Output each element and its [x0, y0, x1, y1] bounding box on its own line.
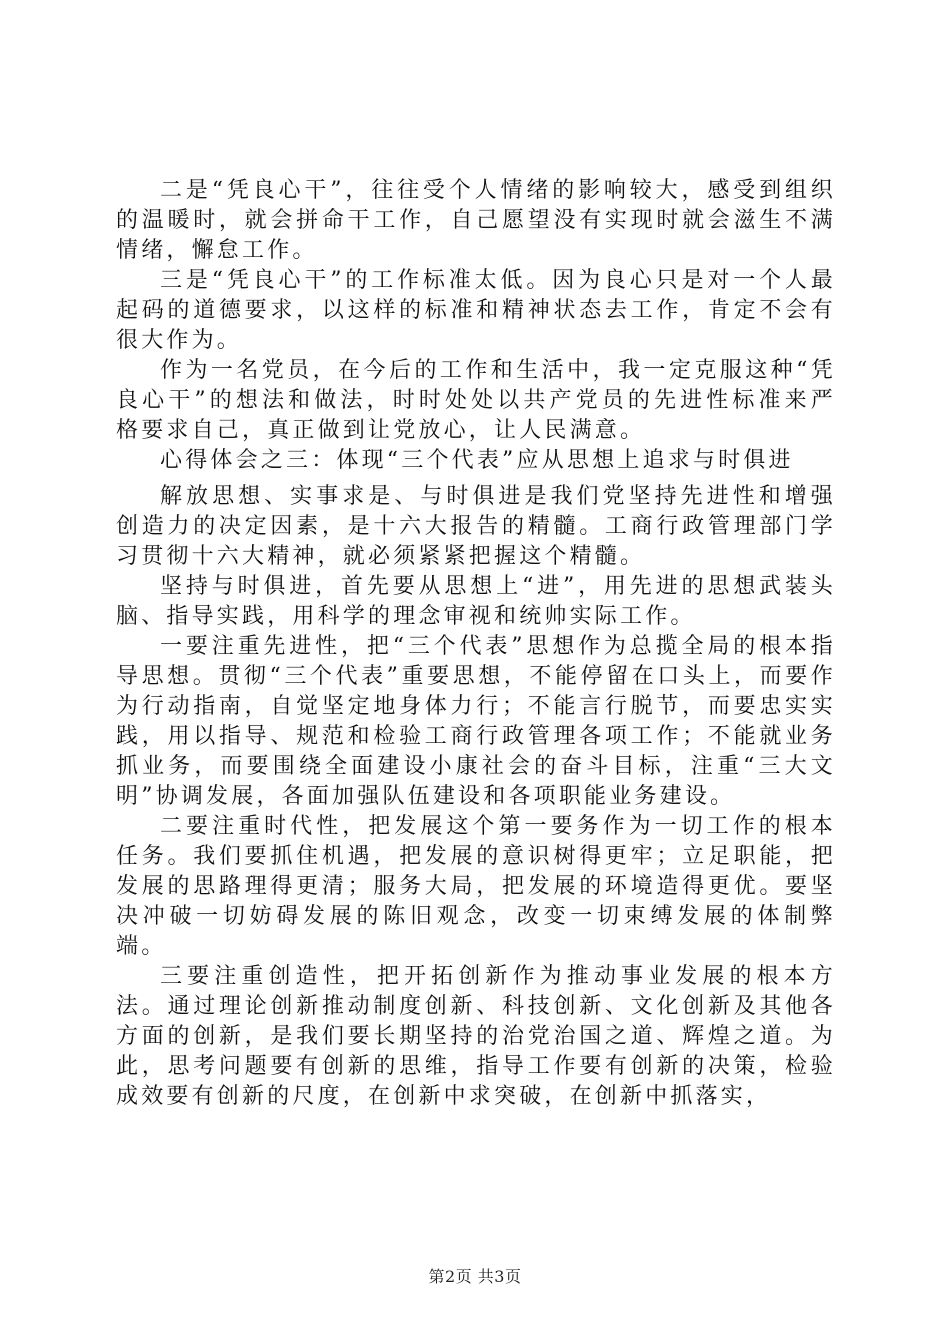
document-body [116, 176, 836, 1112]
paragraph-6: 坚持与时俱进，首先要从思想上“进”，用先进的思想武装头脑、指导实践，用科学的理念审视和统帅实际工作。 [116, 574, 836, 629]
paragraph-9: 三要注重创造性，把开拓创新作为推动事业发展的根本方法。通过理论创新推动制度创新、科技创新、文化创新及其他各方面的创新，是我们要长期坚持的治党治国之道、辉煌之道。为此，思考问题要有创新的思维，指导工作要有创新的决策，检验成效要有创新的尺度，在创新中求突破，在创新中抓落实， [116, 964, 836, 1109]
section-heading: 心得体会之三：体现“三个代表”应从思想上追求与时俱进 [160, 448, 794, 473]
paragraph-7: 一要注重先进性，把“三个代表”思想作为总揽全局的根本指导思想。贯彻“三个代表”重要思想，不能停留在口头上，而要作为行动指南，自觉坚定地身体力行；不能言行脱节，而要忠实实践，用以指导、规范和检验工商行政管理各项工作；不能就业务抓业务，而要围绕全面建设小康社会的奋斗目标，注重“三大文明”协调发展，各面加强队伍建设和各项职能业务建设。 [116, 634, 836, 809]
paragraph-8: 二要注重时代性，把发展这个第一要务作为一切工作的根本任务。我们要抓住机遇，把发展的意识树得更牢；立足职能，把发展的思路理得更清；服务大局，把发展的环境造得更优。要坚决冲破一切妨碍发展的陈旧观念，改变一切束缚发展的体制弊端。 [116, 814, 836, 959]
paragraph-5: 解放思想、实事求是、与时俱进是我们党坚持先进性和增强创造力的决定因素，是十六大报告的精髓。工商行政管理部门学习贯彻十六大精神，就必须紧紧把握这个精髓。 [116, 484, 836, 569]
paragraph-3: 作为一名党员，在今后的工作和生活中，我一定克服这种“凭良心干”的想法和做法，时时处处以共产党员的先进性标准来严格要求自己，真正做到让党放心，让人民满意。 [116, 358, 836, 443]
paragraph-2: 三是“凭良心干”的工作标准太低。因为良心只是对一个人最起码的道德要求，以这样的标准和精神状态去工作，肯定不会有很大作为。 [116, 268, 836, 353]
page-number-footer: 第2页 共3页 [428, 1267, 522, 1286]
paragraph-1: 二是“凭良心干”，往往受个人情绪的影响较大，感受到组织的温暖时，就会拼命干工作，自己愿望没有实现时就会滋生不满情绪，懈怠工作。 [116, 178, 836, 263]
